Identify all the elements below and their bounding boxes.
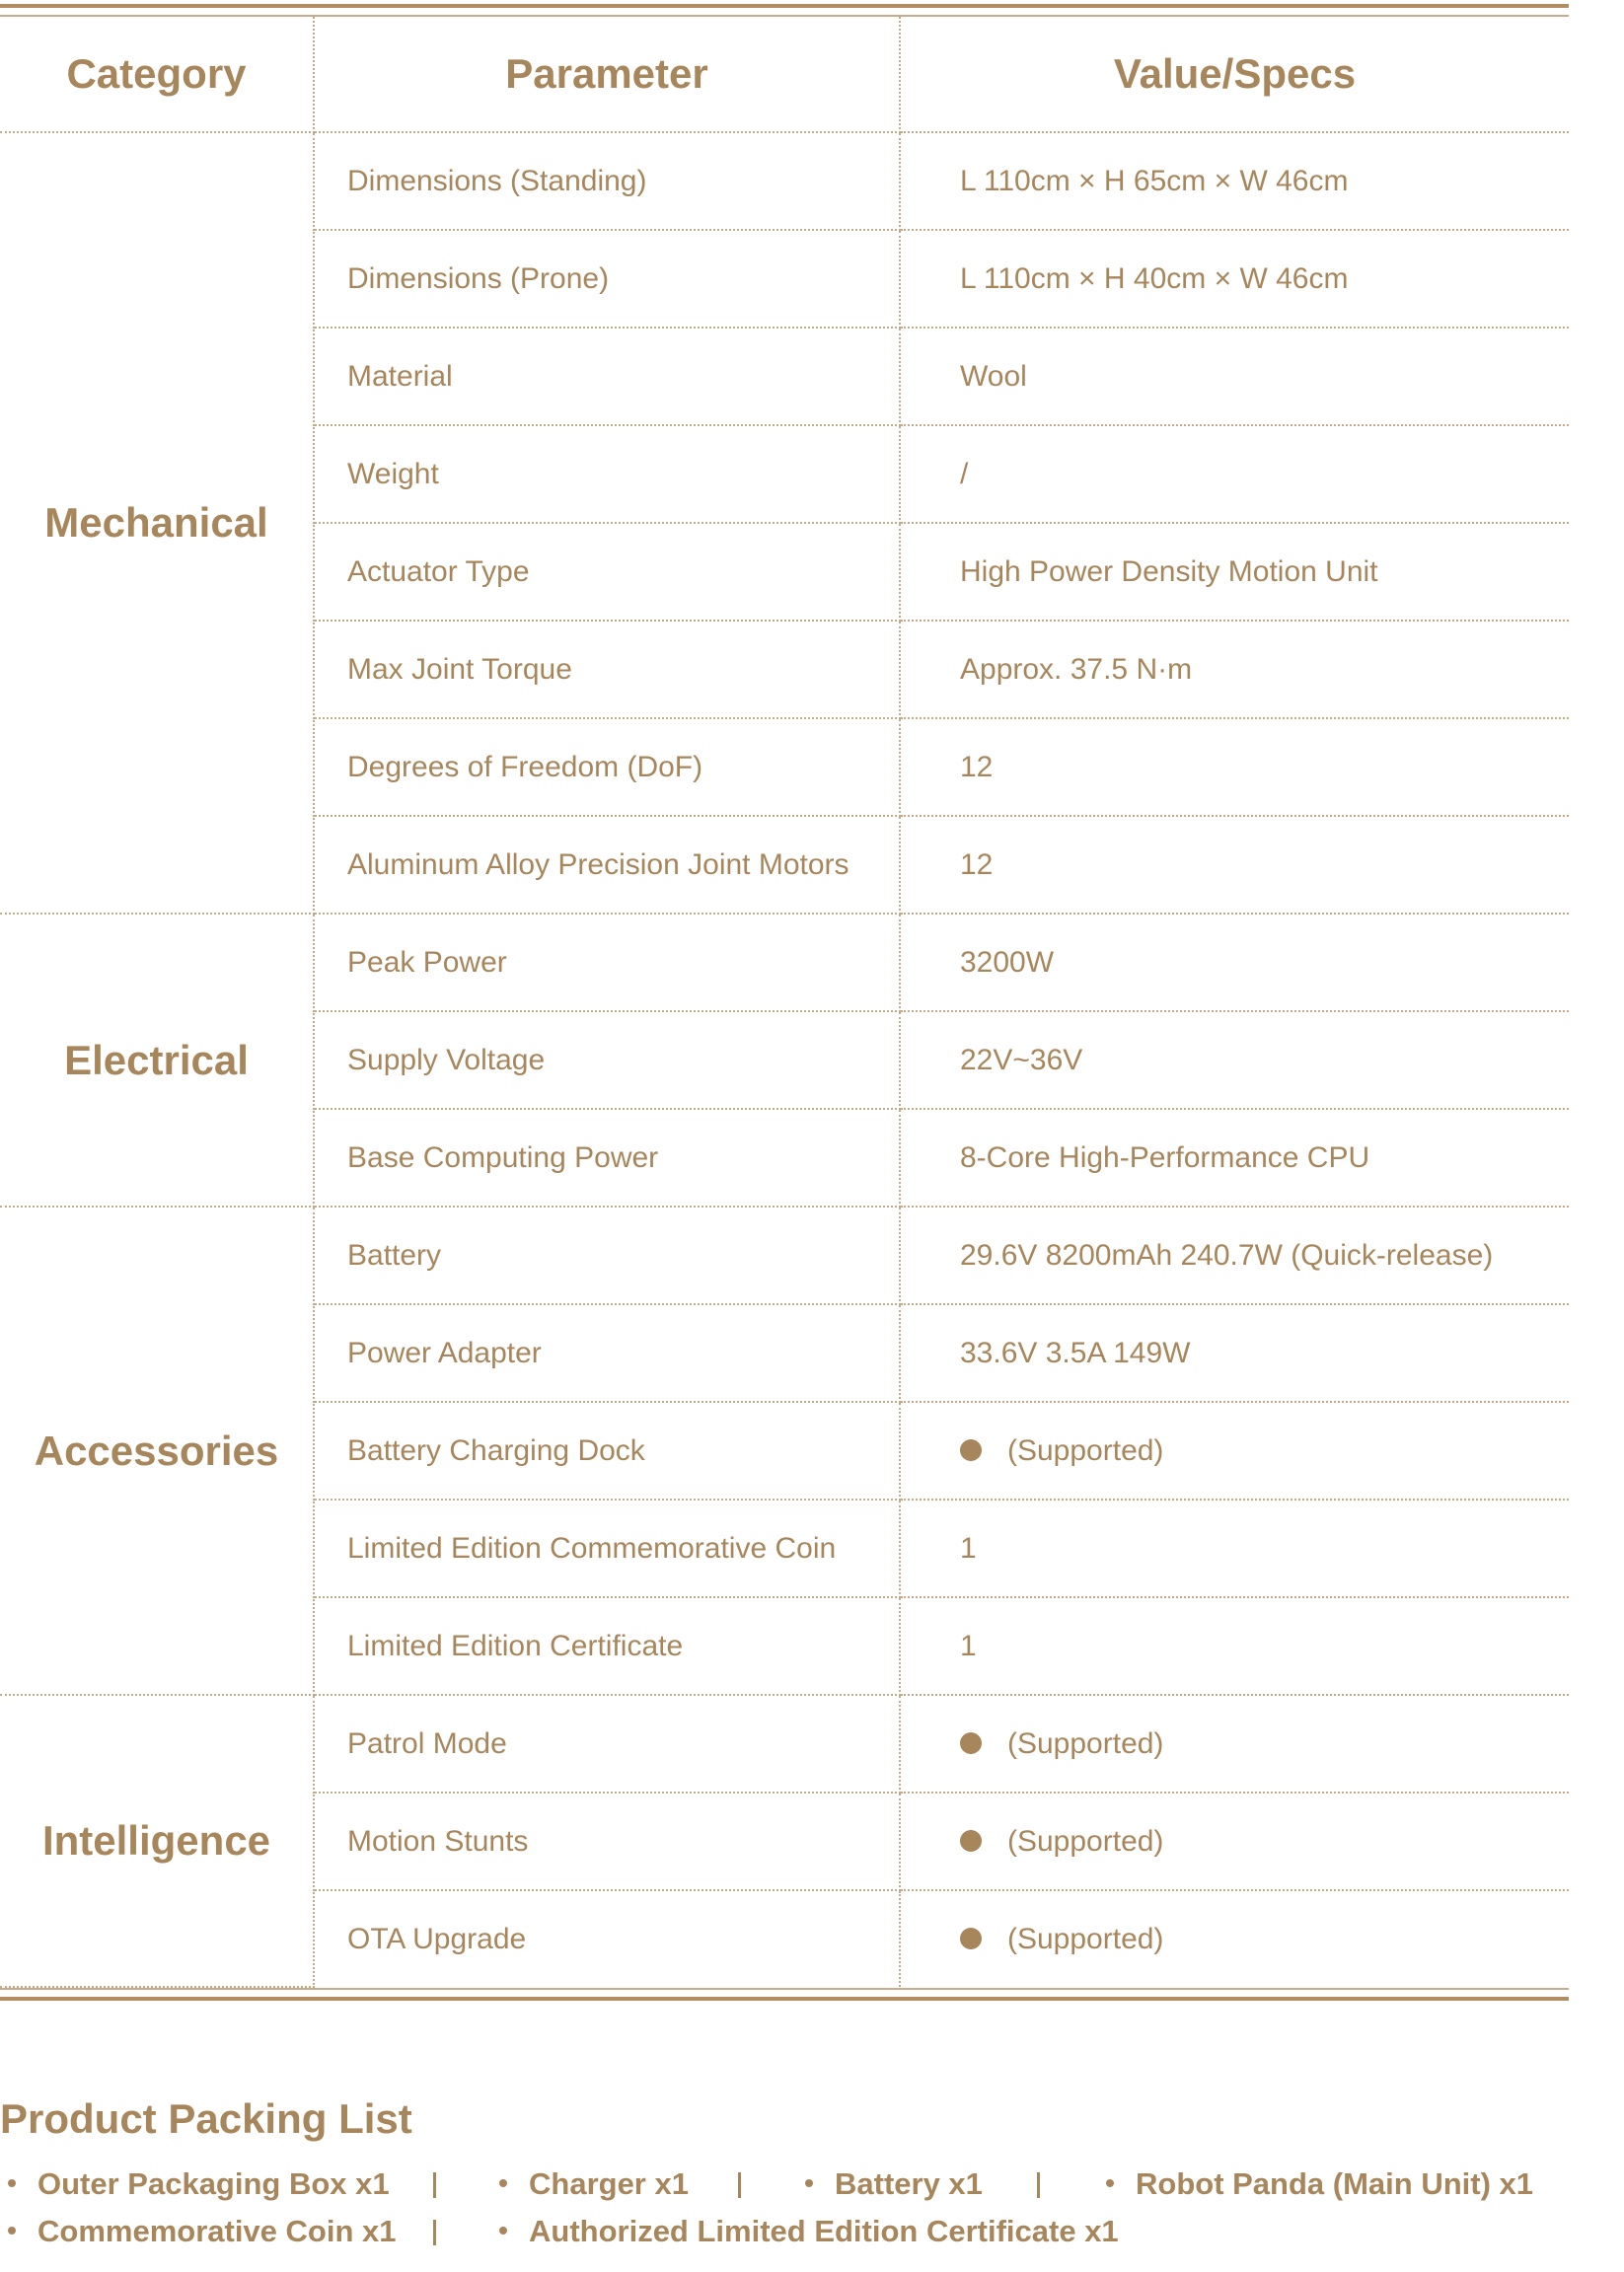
value-cell bbox=[900, 1793, 1569, 1890]
supported-dot-icon bbox=[960, 1439, 982, 1461]
table-row bbox=[0, 914, 1569, 1011]
param-cell: Weight bbox=[314, 425, 900, 523]
list-item bbox=[8, 2164, 390, 2204]
list-item-label: Robot Panda (Main Unit) x1 bbox=[1136, 2166, 1533, 2201]
supported-dot-icon bbox=[960, 1732, 982, 1754]
param-cell: Limited Edition Certificate bbox=[314, 1597, 900, 1695]
value-cell bbox=[900, 1695, 1569, 1793]
list-item bbox=[805, 2164, 983, 2204]
value-cell: 12 bbox=[900, 718, 1569, 816]
separator bbox=[433, 2172, 436, 2198]
param-cell: Battery Charging Dock bbox=[314, 1402, 900, 1500]
value-cell: 33.6V 3.5A 149W bbox=[900, 1304, 1569, 1402]
param-cell: Battery bbox=[314, 1207, 900, 1304]
table-row bbox=[0, 132, 1569, 230]
separator bbox=[433, 2220, 436, 2245]
param-cell: OTA Upgrade bbox=[314, 1890, 900, 1987]
list-item-label: Outer Packaging Box x1 bbox=[37, 2166, 390, 2201]
value-cell: 1 bbox=[900, 1597, 1569, 1695]
header-category: Category bbox=[0, 17, 314, 132]
bottom-rule-thin bbox=[0, 1988, 1569, 1990]
value-cell: 3200W bbox=[900, 914, 1569, 1011]
header-parameter: Parameter bbox=[314, 17, 900, 132]
param-cell: Dimensions (Standing) bbox=[314, 132, 900, 230]
header-value: Value/Specs bbox=[900, 17, 1569, 132]
list-item-label: Authorized Limited Edition Certificate x1 bbox=[529, 2214, 1119, 2248]
supported-text: (Supported) bbox=[1007, 1922, 1164, 1955]
supported-text: (Supported) bbox=[1007, 1726, 1164, 1760]
value-cell: 29.6V 8200mAh 240.7W (Quick-release) bbox=[900, 1207, 1569, 1304]
value-cell: High Power Density Motion Unit bbox=[900, 523, 1569, 621]
param-cell: Aluminum Alloy Precision Joint Motors bbox=[314, 816, 900, 914]
bullet-icon bbox=[499, 2179, 507, 2187]
separator bbox=[738, 2172, 741, 2198]
param-cell: Power Adapter bbox=[314, 1304, 900, 1402]
table-row bbox=[0, 1207, 1569, 1304]
value-cell: L 110cm × H 65cm × W 46cm bbox=[900, 132, 1569, 230]
table-row bbox=[0, 1695, 1569, 1793]
supported-text: (Supported) bbox=[1007, 1433, 1164, 1467]
supported-text: (Supported) bbox=[1007, 1824, 1164, 1858]
bullet-icon bbox=[8, 2227, 16, 2235]
bullet-icon bbox=[805, 2179, 813, 2187]
header-row bbox=[0, 17, 1569, 132]
supported-dot-icon bbox=[960, 1830, 982, 1852]
bullet-icon bbox=[8, 2179, 16, 2187]
list-item-label: Battery x1 bbox=[835, 2166, 983, 2201]
category-accessories: Accessories bbox=[0, 1207, 314, 1695]
param-cell: Max Joint Torque bbox=[314, 621, 900, 718]
param-cell: Base Computing Power bbox=[314, 1109, 900, 1207]
value-cell: Approx. 37.5 N·m bbox=[900, 621, 1569, 718]
param-cell: Peak Power bbox=[314, 914, 900, 1011]
packing-list-title: Product Packing List bbox=[0, 2095, 412, 2142]
supported-dot-icon bbox=[960, 1928, 982, 1949]
param-cell: Actuator Type bbox=[314, 523, 900, 621]
param-cell: Supply Voltage bbox=[314, 1011, 900, 1109]
list-item-label: Charger x1 bbox=[529, 2166, 689, 2201]
param-cell: Patrol Mode bbox=[314, 1695, 900, 1793]
param-cell: Limited Edition Commemorative Coin bbox=[314, 1500, 900, 1597]
category-electrical: Electrical bbox=[0, 914, 314, 1207]
bullet-icon bbox=[1106, 2179, 1114, 2187]
list-item bbox=[1106, 2164, 1533, 2204]
value-cell: 8-Core High-Performance CPU bbox=[900, 1109, 1569, 1207]
value-cell: / bbox=[900, 425, 1569, 523]
list-item bbox=[499, 2212, 1119, 2251]
value-cell bbox=[900, 1890, 1569, 1987]
bullet-icon bbox=[499, 2227, 507, 2235]
value-cell: Wool bbox=[900, 328, 1569, 425]
category-intelligence: Intelligence bbox=[0, 1695, 314, 1987]
param-cell: Dimensions (Prone) bbox=[314, 230, 900, 328]
value-cell: 12 bbox=[900, 816, 1569, 914]
value-cell: 1 bbox=[900, 1500, 1569, 1597]
param-cell: Material bbox=[314, 328, 900, 425]
value-cell: L 110cm × H 40cm × W 46cm bbox=[900, 230, 1569, 328]
list-item bbox=[499, 2164, 689, 2204]
value-cell bbox=[900, 1402, 1569, 1500]
top-rule-thick bbox=[0, 4, 1569, 8]
bottom-rule-thick bbox=[0, 1997, 1569, 2001]
list-item-label: Commemorative Coin x1 bbox=[37, 2214, 397, 2248]
category-mechanical: Mechanical bbox=[0, 132, 314, 914]
param-cell: Motion Stunts bbox=[314, 1793, 900, 1890]
value-cell: 22V~36V bbox=[900, 1011, 1569, 1109]
spec-table bbox=[0, 17, 1569, 1988]
param-cell: Degrees of Freedom (DoF) bbox=[314, 718, 900, 816]
list-item bbox=[8, 2212, 397, 2251]
separator bbox=[1037, 2172, 1040, 2198]
